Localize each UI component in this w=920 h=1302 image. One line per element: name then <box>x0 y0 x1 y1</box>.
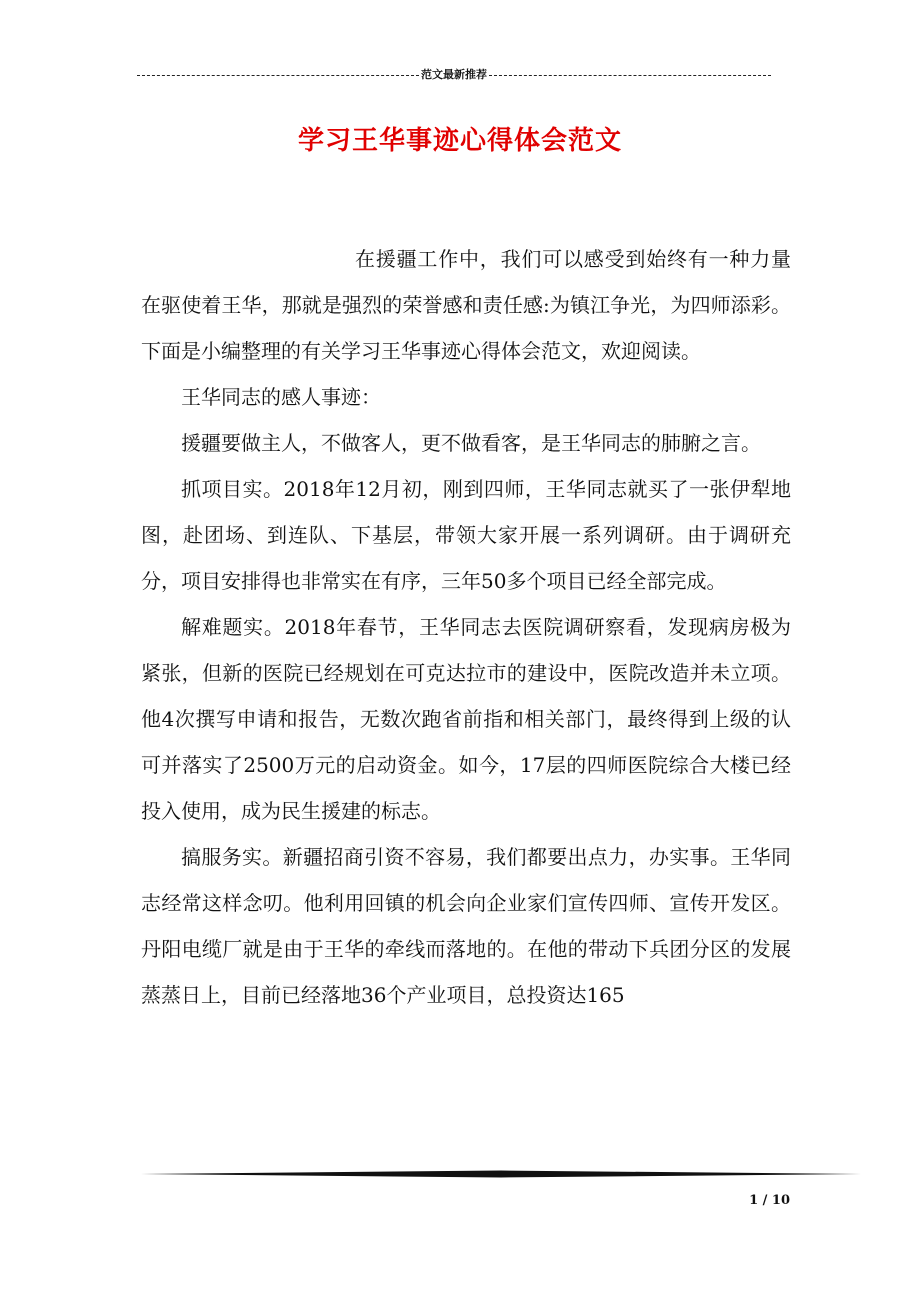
paragraph-intro: 在援疆工作中，我们可以感受到始终有一种力量在驱使着王华，那就是强烈的荣誉感和责任感:为镇江争光，为四师添彩。下面是小编整理的有关学习王华事迹心得体会范文，欢迎阅读。 <box>141 247 791 363</box>
header-dashes-left <box>137 75 419 76</box>
footer-rule <box>141 1170 861 1178</box>
paragraph-services: 搞服务实。新疆招商引资不容易，我们都要出点力，办实事。王华同志经常这样念叨。他利用回镇的机会向企业家们宣传四师、宣传开发区。丹阳电缆厂就是由于王华的牵线而落地的。在他的带动下兵团分区的发展蒸蒸日上，目前已经落地36个产业项目，总投资达165 <box>141 845 791 1007</box>
document-body <box>141 236 791 1018</box>
paragraph-quote: 援疆要做主人，不做客人，更不做看客，是王华同志的肺腑之言。 <box>181 431 761 455</box>
paragraph-problems: 解难题实。2018年春节，王华同志去医院调研察看，发现病房极为紧张，但新的医院已经规划在可克达拉市的建设中，医院改造并未立项。他4次撰写申请和报告，无数次跑省前指和相关部门，最终得到上级的认可并落实了2500万元的启动资金。如今，17层的四师医院综合大楼已经投入使用，成为民生援建的标志。 <box>141 615 791 823</box>
paragraph-projects: 抓项目实。2018年12月初，刚到四师，王华同志就买了一张伊犁地图，赴团场、到连队、下基层，带领大家开展一系列调研。由于调研充分，项目安排得也非常实在有序，三年50多个项目已经全部完成。 <box>141 477 791 593</box>
header-label: 范文最新推荐 <box>421 68 487 81</box>
header-dashes-right <box>489 75 771 76</box>
document-title: 学习王华事迹心得体会范文 <box>297 126 622 156</box>
page-header <box>137 66 771 84</box>
page-number: 1 / 10 <box>749 1193 790 1208</box>
paragraph-section-heading: 王华同志的感人事迹： <box>181 385 381 409</box>
